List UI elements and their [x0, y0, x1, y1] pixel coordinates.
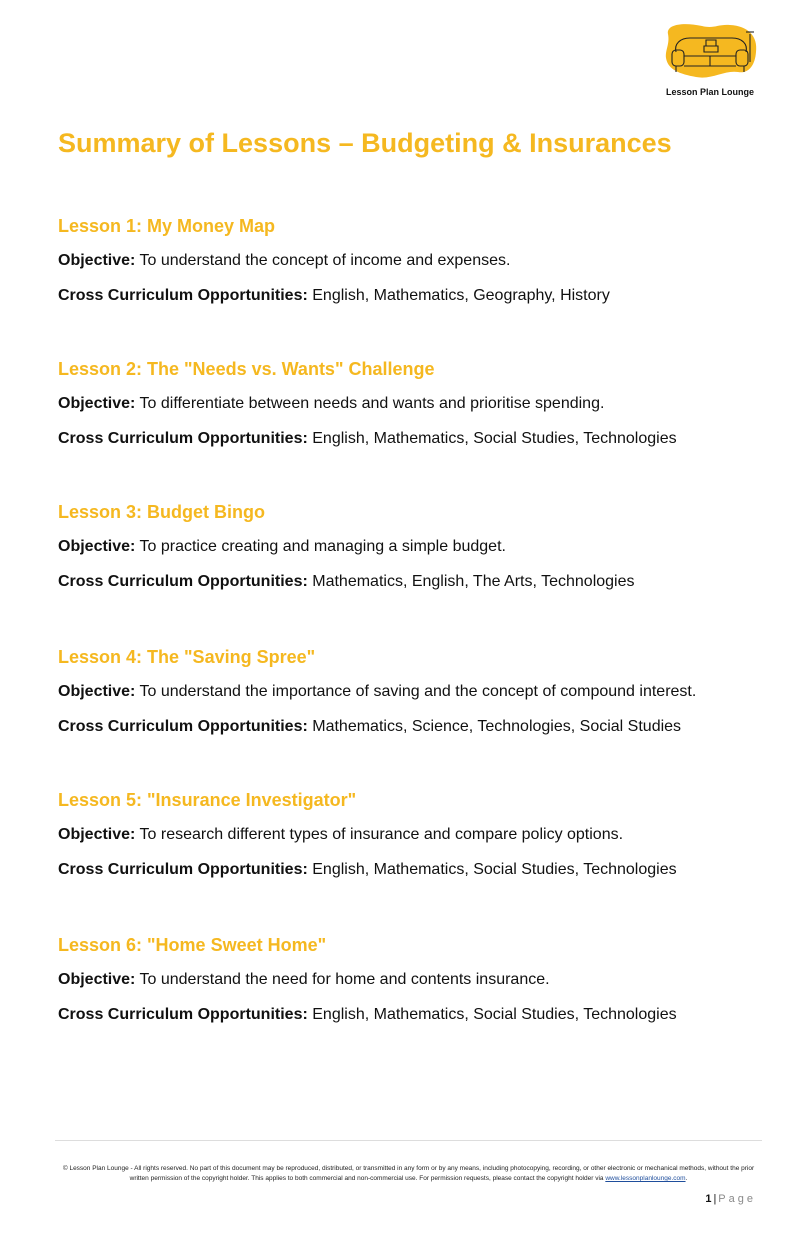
lesson-title: Lesson 2: The "Needs vs. Wants" Challenge	[58, 359, 435, 379]
footer-copyright	[56, 1164, 761, 1184]
objective-label: Objective:	[58, 826, 136, 843]
objective-row	[58, 825, 778, 845]
footer-divider	[55, 1140, 762, 1141]
objective-row	[58, 537, 778, 557]
objective-text: To understand the concept of income and expenses.	[139, 252, 511, 269]
logo	[660, 22, 760, 102]
logo-text: Lesson Plan Lounge	[665, 87, 754, 97]
page-title: Summary of Lessons – Budgeting & Insurances	[58, 128, 672, 158]
cross-curriculum-label: Cross Curriculum Opportunities:	[58, 861, 308, 878]
cross-curriculum-label: Cross Curriculum Opportunities:	[58, 287, 308, 304]
page-number-value: 1	[705, 1193, 712, 1205]
link-suffix: .	[685, 1175, 688, 1182]
objective-text: To understand the importance of saving and the concept of compound interest.	[139, 683, 697, 700]
objective-row	[58, 682, 778, 702]
cross-curriculum-label: Cross Curriculum Opportunities:	[58, 573, 308, 590]
cross-curriculum-text: Mathematics, Science, Technologies, Social Studies	[312, 718, 682, 735]
cross-curriculum-row	[58, 286, 778, 306]
cross-curriculum-text: English, Mathematics, Social Studies, Technologies	[312, 861, 677, 878]
objective-label: Objective:	[58, 538, 136, 555]
lesson-title: Lesson 3: Budget Bingo	[58, 502, 265, 522]
lesson-title: Lesson 6: "Home Sweet Home"	[58, 935, 327, 955]
lesson-block	[58, 933, 778, 1025]
objective-row	[58, 394, 778, 414]
objective-text: To differentiate between needs and wants and prioritise spending.	[139, 395, 605, 412]
cross-curriculum-text: English, Mathematics, Social Studies, Technologies	[312, 1006, 677, 1023]
objective-text: To research different types of insurance and compare policy options.	[139, 826, 624, 843]
objective-label: Objective:	[58, 683, 136, 700]
lesson-block	[58, 214, 778, 306]
objective-label: Objective:	[58, 252, 136, 269]
cross-curriculum-label: Cross Curriculum Opportunities:	[58, 1006, 308, 1023]
sofa-logo-icon	[662, 22, 758, 84]
page-separator: |	[713, 1193, 717, 1205]
objective-row	[58, 251, 778, 271]
cross-curriculum-text: English, Mathematics, Social Studies, Technologies	[312, 430, 677, 447]
lesson-block	[58, 500, 778, 592]
lesson-block	[58, 645, 778, 737]
lesson-title: Lesson 1: My Money Map	[58, 216, 276, 236]
cross-curriculum-label: Cross Curriculum Opportunities:	[58, 430, 308, 447]
website-link[interactable]: www.lessonplanlounge.com	[605, 1175, 686, 1182]
cross-curriculum-row	[58, 1005, 778, 1025]
cross-curriculum-text: English, Mathematics, Geography, History	[312, 287, 610, 304]
cross-curriculum-label: Cross Curriculum Opportunities:	[58, 718, 308, 735]
lesson-block	[58, 357, 778, 449]
objective-text: To understand the need for home and contents insurance.	[139, 971, 550, 988]
cross-curriculum-row	[58, 429, 778, 449]
lesson-title: Lesson 5: "Insurance Investigator"	[58, 790, 357, 810]
cross-curriculum-row	[58, 717, 778, 737]
cross-curriculum-text: Mathematics, English, The Arts, Technologies	[312, 573, 635, 590]
objective-label: Objective:	[58, 971, 136, 988]
objective-row	[58, 970, 778, 990]
page-word: Page	[718, 1193, 756, 1205]
page-number	[705, 1193, 756, 1205]
lesson-block	[58, 788, 778, 880]
objective-text: To practice creating and managing a simple budget.	[139, 538, 506, 555]
lesson-title: Lesson 4: The "Saving Spree"	[58, 647, 316, 667]
cross-curriculum-row	[58, 860, 778, 880]
copyright-text: © Lesson Plan Lounge - All rights reserved. No part of this document may be reproduced, distributed, or transmitted in any form or by any means, including photocopying, recording, or other electronic or mechanical methods, without the prior written permission of the copyright holder. This applies to both commercial and non-commercial use. For permission requests, please contact the copyright holder via	[62, 1165, 755, 1182]
cross-curriculum-row	[58, 572, 778, 592]
objective-label: Objective:	[58, 395, 136, 412]
